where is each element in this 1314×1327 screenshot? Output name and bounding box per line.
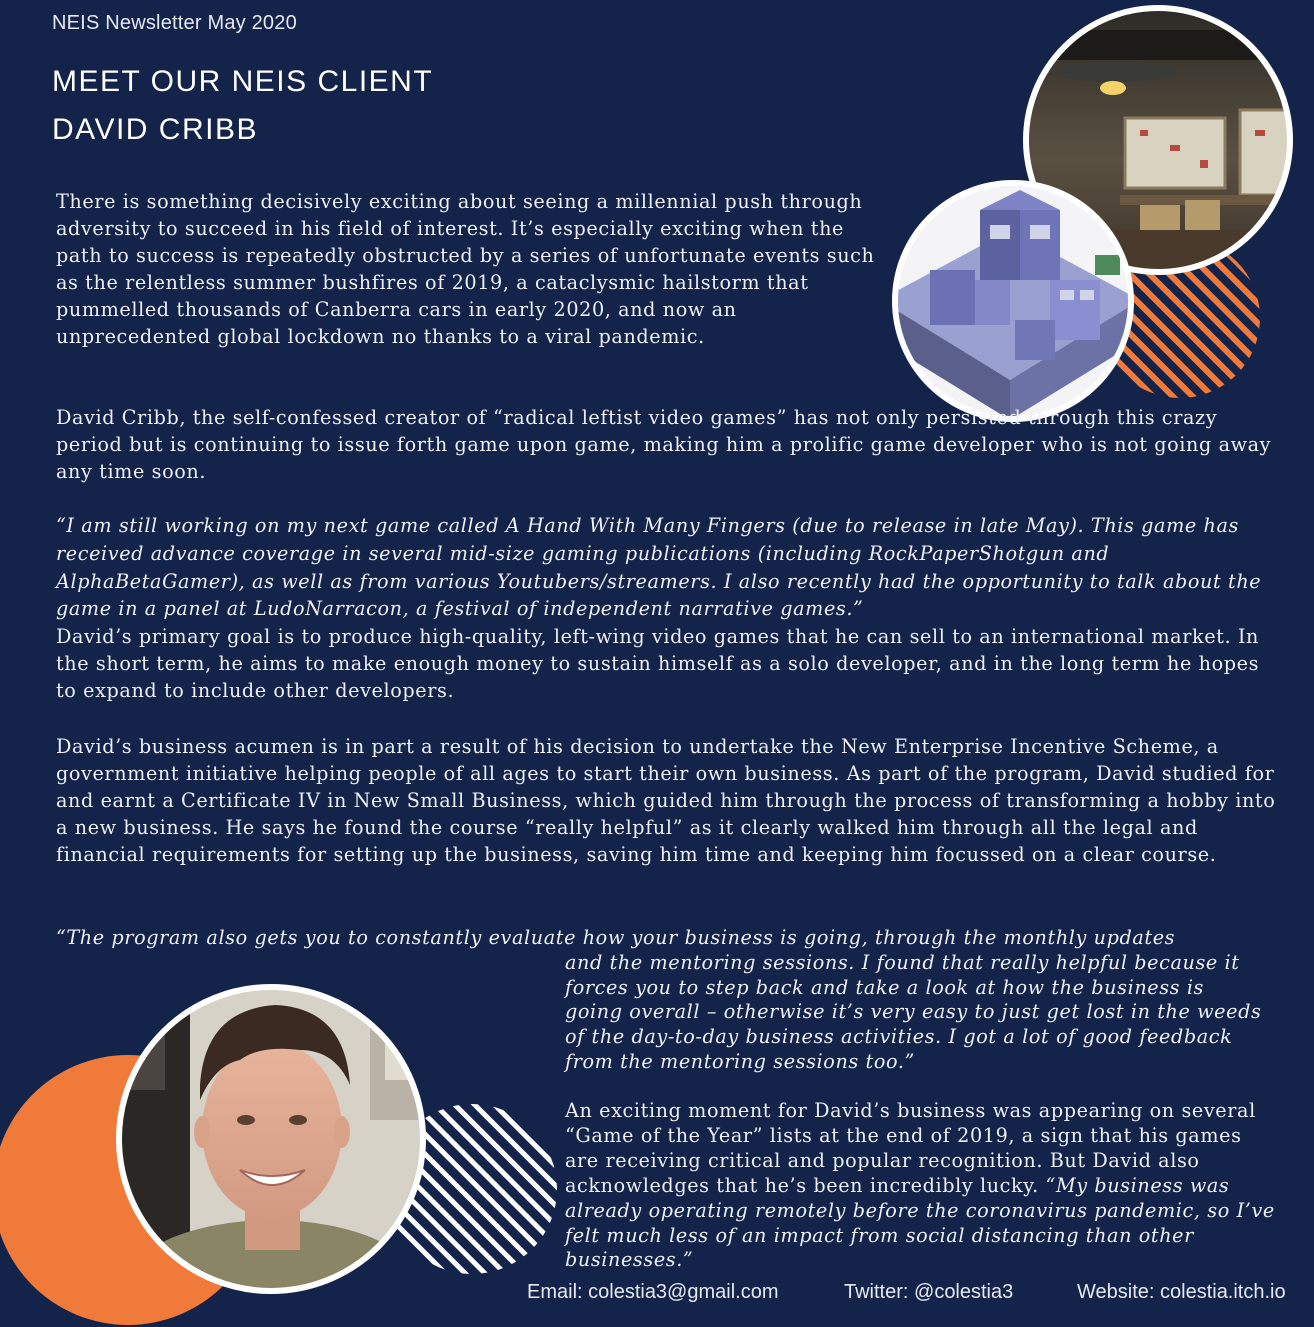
neis-paragraph: David’s business acumen is in part a result of his decision to undertake the New Enterprise Incentive Scheme, a government initiative helping people of all ages to start their own business. As part of the program, David studied for and earnt a Certificate IV in New Small Business, which guided him through the process of transforming a hobby into a new business. He says he found the course “really helpful” as it clearly walked him through all the legal and financial requirements for setting up the business, saving him time and keeping him focussed on a clear course. (56, 735, 1276, 866)
quote-paragraph-1: “I am still working on my next game called A Hand With Many Fingers (due to release in late May). This game has received advance coverage in several mid-size gaming publications (including RockPaperShotgun and AlphaBetaGamer), as well as from various Youtubers/streamers. I also recently had the opportunity to talk about the game in a panel at LudoNarracon, a festival of independent narrative games.” (56, 514, 1262, 621)
intro-paragraph: There is something decisively exciting about seeing a millennial push through adversity to succeed in his field of interest. It’s especially exciting when the path to success is repeatedly obstructed by a series of unfortunate events such as the relentless summer bushfires of 2019, a cataclysmic hailstorm that pummelled thousands of Canberra cars in early 2020, and now an unprecedented global lockdown no thanks to a viral pandemic. (56, 190, 875, 348)
page-title (52, 58, 433, 154)
website-link[interactable]: Website: colestia.itch.io (1077, 1281, 1286, 1303)
closing-lead: An exciting moment for David’s business was appearing on several “Game of the Year” lists at the end of 2019, a sign that his games are receiving critical and popular recognition. But David also acknowledges that he’s been incredibly lucky. (565, 1099, 1256, 1197)
closing-quote: “My business was already operating remotely before the coronavirus pandemic, so I’ve felt much less of an impact from social distancing than other businesses.” (565, 1173, 1275, 1272)
email-link[interactable]: Email: colestia3@gmail.com (527, 1281, 779, 1303)
quote-2-first-line: “The program also gets you to constantly evaluate how your business is going, through the monthly updates (56, 926, 1176, 949)
headline-line-2: DAVID CRIBB (52, 113, 258, 146)
closing-paragraph (565, 1099, 1280, 1273)
goal-paragraph: David’s primary goal is to produce high-quality, left-wing video games that he can sell to an international market. In the short term, he aims to make enough money to sustain himself as a solo developer, and in the long term he hopes to expand to include other developers. (56, 625, 1260, 702)
headline-line-1: MEET OUR NEIS CLIENT (52, 65, 434, 98)
paragraph-2: David Cribb, the self-confessed creator of “radical leftist video games” has not only persisted through this crazy period but is continuing to issue forth game upon game, making him a prolific game developer who is not going away any time soon. (56, 406, 1272, 483)
quote-2-rest: and the mentoring sessions. I found that really helpful because it forces you to step back and take a look at how the business is going overall – otherwise it’s very easy to just get lost in the weeds of the day-to-day business activities. I got a lot of good feedback from the mentoring sessions too.” (565, 950, 1262, 1073)
quote-paragraph-2 (56, 926, 1266, 1075)
twitter-link[interactable]: Twitter: @colestia3 (844, 1281, 1014, 1303)
newsletter-kicker: NEIS Newsletter May 2020 (52, 12, 297, 34)
